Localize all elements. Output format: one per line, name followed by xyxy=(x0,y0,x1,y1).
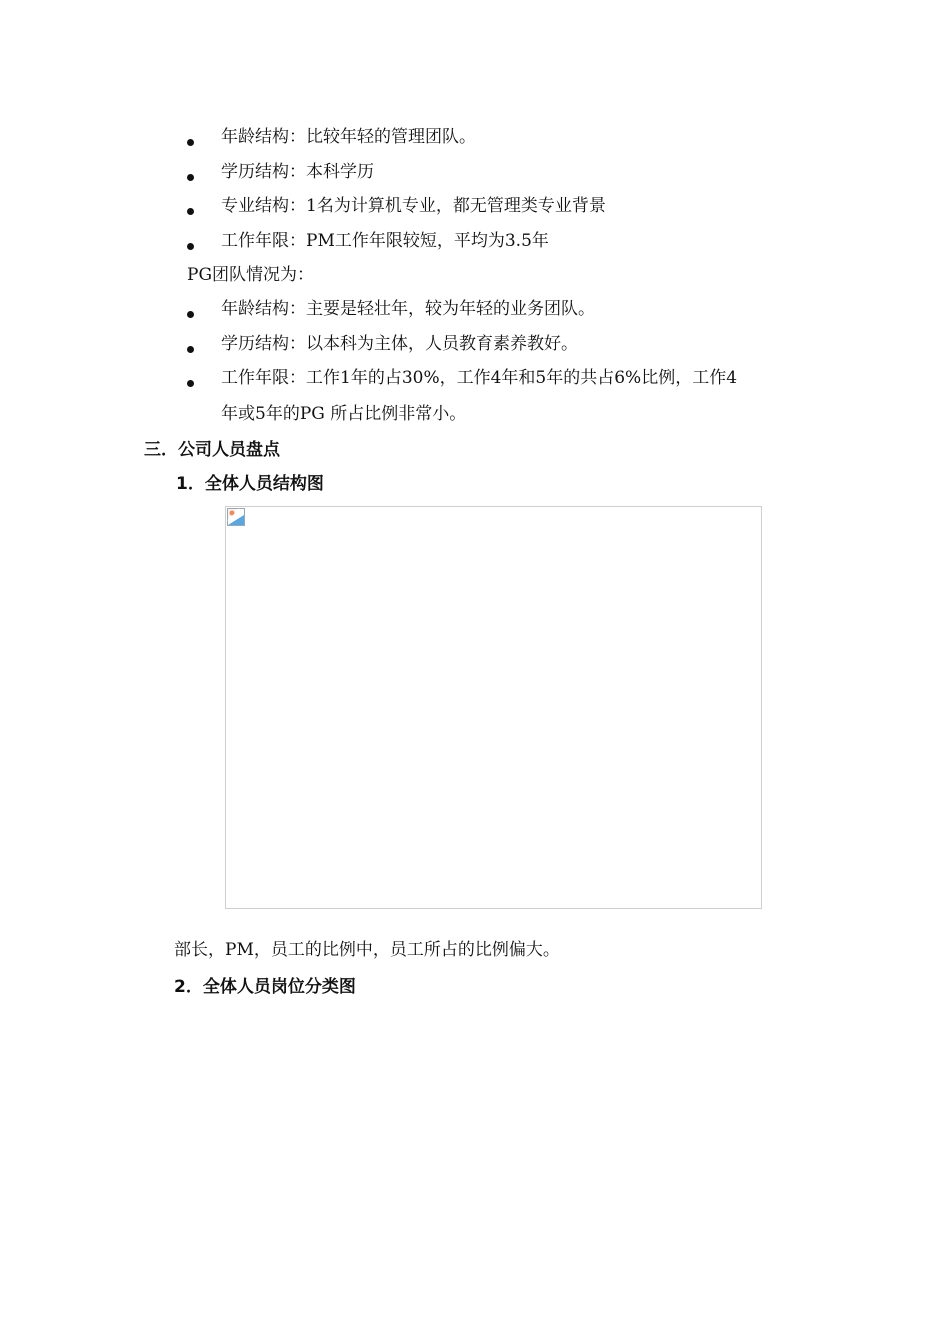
bullet-dot xyxy=(187,174,194,181)
mgmt-item-tenure: 工作年限：PM工作年限较短，平均为3.5年 xyxy=(221,231,549,251)
mgmt-item-major: 专业结构：1名为计算机专业，都无管理类专业背景 xyxy=(221,196,606,216)
broken-image-icon xyxy=(227,508,245,526)
pg-item-tenure: 工作年限：工作1年的占30%，工作4年和5年的共占6%比例，工作4 xyxy=(221,368,738,388)
mgmt-item-education: 学历结构：本科学历 xyxy=(221,162,374,182)
bullet-dot xyxy=(187,208,194,215)
bullet-dot xyxy=(187,243,194,250)
figure-1-placeholder xyxy=(225,506,762,909)
figure-1-note: 部长，PM，员工的比例中，员工所占的比例偏大。 xyxy=(174,940,560,960)
bullet-dot xyxy=(187,380,194,387)
pg-item-education: 学历结构：以本科为主体，人员教育素养教好。 xyxy=(221,334,578,354)
subsection-2-title: 2．全体人员岗位分类图 xyxy=(174,977,356,997)
bullet-dot xyxy=(187,311,194,318)
bullet-dot xyxy=(187,139,194,146)
mgmt-item-age: 年龄结构：比较年轻的管理团队。 xyxy=(221,127,476,147)
pg-item-tenure-continued: 年或5年的PG 所占比例非常小。 xyxy=(221,404,467,424)
subsection-1-title: 1．全体人员结构图 xyxy=(176,474,324,494)
pg-intro: PG团队情况为： xyxy=(187,265,315,285)
pg-item-age: 年龄结构：主要是轻壮年，较为年轻的业务团队。 xyxy=(221,299,595,319)
bullet-dot xyxy=(187,346,194,353)
section-3-title: 三．公司人员盘点 xyxy=(144,440,280,460)
